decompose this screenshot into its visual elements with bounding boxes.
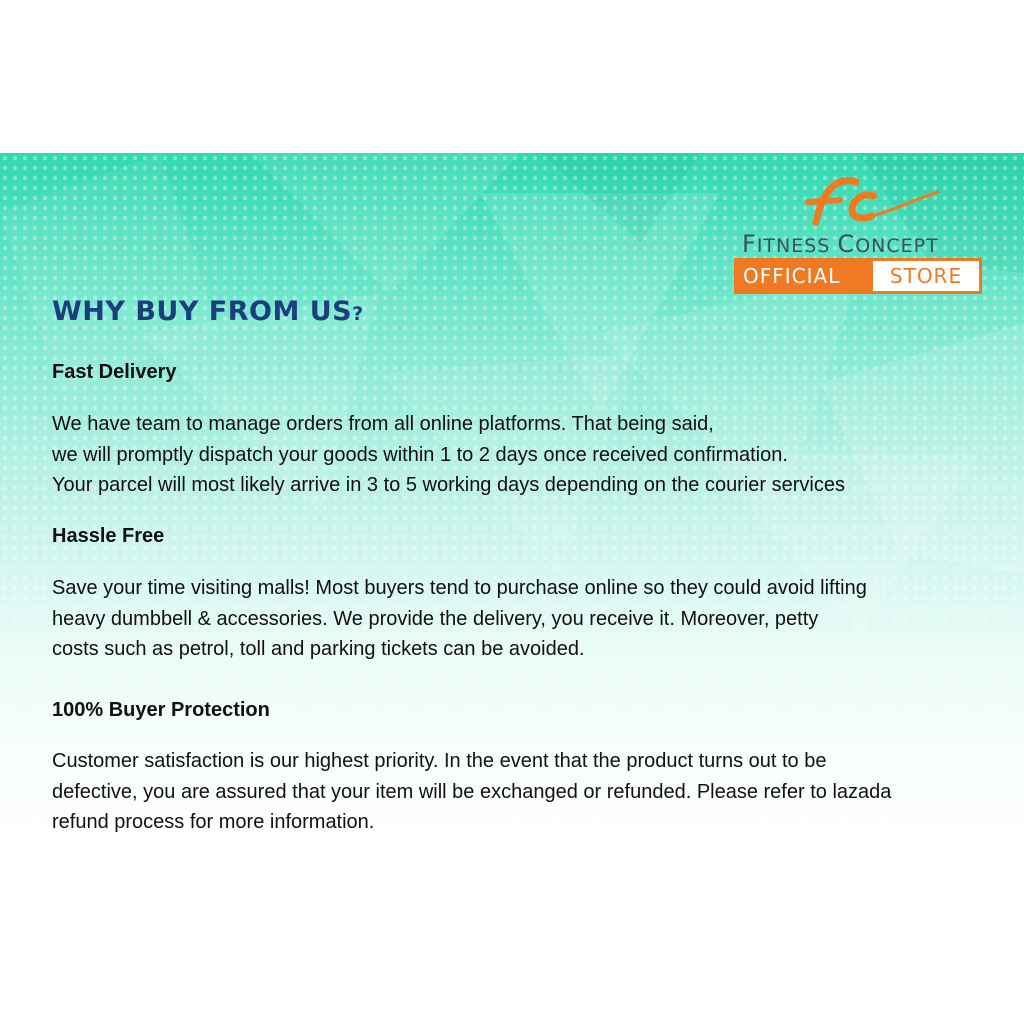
- logo-word-fitness: ITNESS: [756, 235, 831, 257]
- section-body-fast-delivery: [52, 409, 1012, 501]
- logo-initial-f: F: [742, 230, 757, 258]
- fitness-concept-logo: [732, 176, 982, 296]
- page-heading: [52, 296, 364, 327]
- paragraph-line: we will promptly dispatch your goods within 1 to 2 days once received confirmation.: [52, 443, 788, 466]
- paragraph-line: Your parcel will most likely arrive in 3 to 5 working days depending on the courier services: [52, 474, 845, 496]
- logo-initial-c: C: [837, 230, 856, 258]
- section-title-fast-delivery: Fast Delivery: [52, 361, 177, 383]
- section-body-buyer-protection: [52, 746, 1012, 838]
- paragraph-line: Save your time visiting malls! Most buyers tend to purchase online so they could avoid lifting: [52, 577, 867, 599]
- badge-store-label: STORE: [873, 261, 979, 291]
- badge-official-label: OFFICIAL: [743, 264, 841, 288]
- paragraph-line: Customer satisfaction is our highest priority. In the event that the product turns out to be: [52, 750, 827, 772]
- section-body-hassle-free: [52, 573, 1012, 665]
- heading-question-mark: ?: [352, 303, 364, 325]
- paragraph-line: refund process for more information.: [52, 811, 375, 833]
- logo-brand-name: [742, 230, 982, 258]
- heading-text: WHY BUY FROM US: [52, 296, 353, 327]
- official-store-badge: [734, 258, 982, 294]
- paragraph-line: defective, you are assured that your item will be exchanged or refunded. Please refer to lazada: [52, 780, 892, 803]
- logo-word-concept: ONCEPT: [855, 235, 939, 257]
- paragraph-line: costs such as petrol, toll and parking tickets can be avoided.: [52, 638, 585, 660]
- fc-logo-mark-icon: [802, 176, 942, 226]
- paragraph-line: We have team to manage orders from all online platforms. That being said,: [52, 413, 714, 435]
- paragraph-line: heavy dumbbell & accessories. We provide the delivery, you receive it. Moreover, petty: [52, 607, 819, 630]
- section-title-hassle-free: Hassle Free: [52, 525, 165, 547]
- section-title-buyer-protection: 100% Buyer Protection: [52, 699, 270, 721]
